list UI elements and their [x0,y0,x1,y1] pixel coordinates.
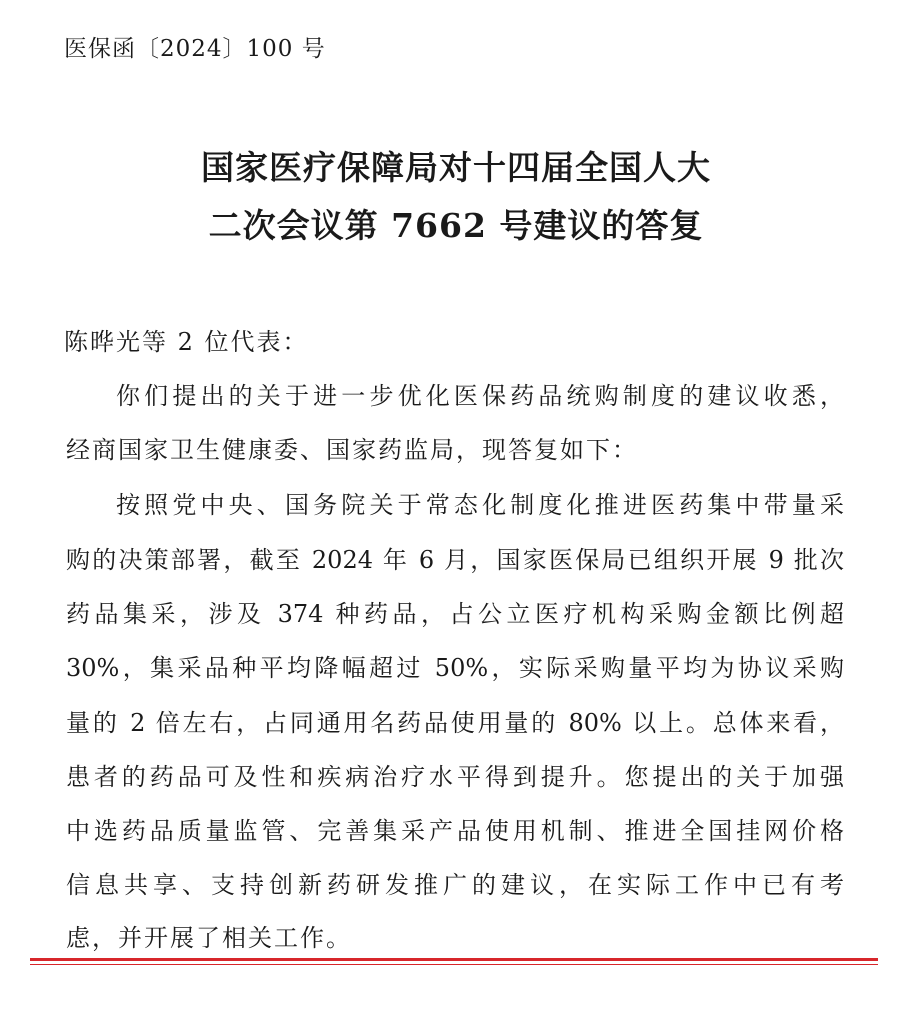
red-divider-thin [30,964,878,965]
document-number: 医保函〔2024〕100 号 [64,36,326,62]
body-line: 30%，集采品种平均降幅超过 50%，实际采购量平均为协议采购 [66,654,844,682]
body-line: 中选药品质量监管、完善集采产品使用机制、推进全国挂网价格 [66,817,844,845]
body-line: 虑，并开展了相关工作。 [66,924,352,952]
body-line: 你们提出的关于进一步优化医保药品统购制度的建议收悉， [116,382,844,410]
red-divider-thick [30,958,878,961]
document-title-line-1: 国家医疗保障局对十四届全国人大 [201,148,711,187]
body-line: 药品集采，涉及 374 种药品，占公立医疗机构采购金额比例超 [66,600,844,628]
body-line: 患者的药品可及性和疾病治疗水平得到提升。您提出的关于加强 [66,763,844,791]
salutation: 陈晔光等 2 位代表： [64,328,309,356]
body-line: 信息共享、支持创新药研发推广的建议，在实际工作中已有考 [66,871,844,899]
document-title-line-2: 二次会议第 7662 号建议的答复 [208,206,704,245]
body-line: 购的决策部署，截至 2024 年 6 月，国家医保局已组织开展 9 批次 [66,546,844,574]
body-line: 量的 2 倍左右，占同通用名药品使用量的 80% 以上。总体来看， [66,709,844,737]
body-line: 按照党中央、国务院关于常态化制度化推进医药集中带量采 [116,491,844,519]
body-line: 经商国家卫生健康委、国家药监局，现答复如下： [66,436,638,464]
